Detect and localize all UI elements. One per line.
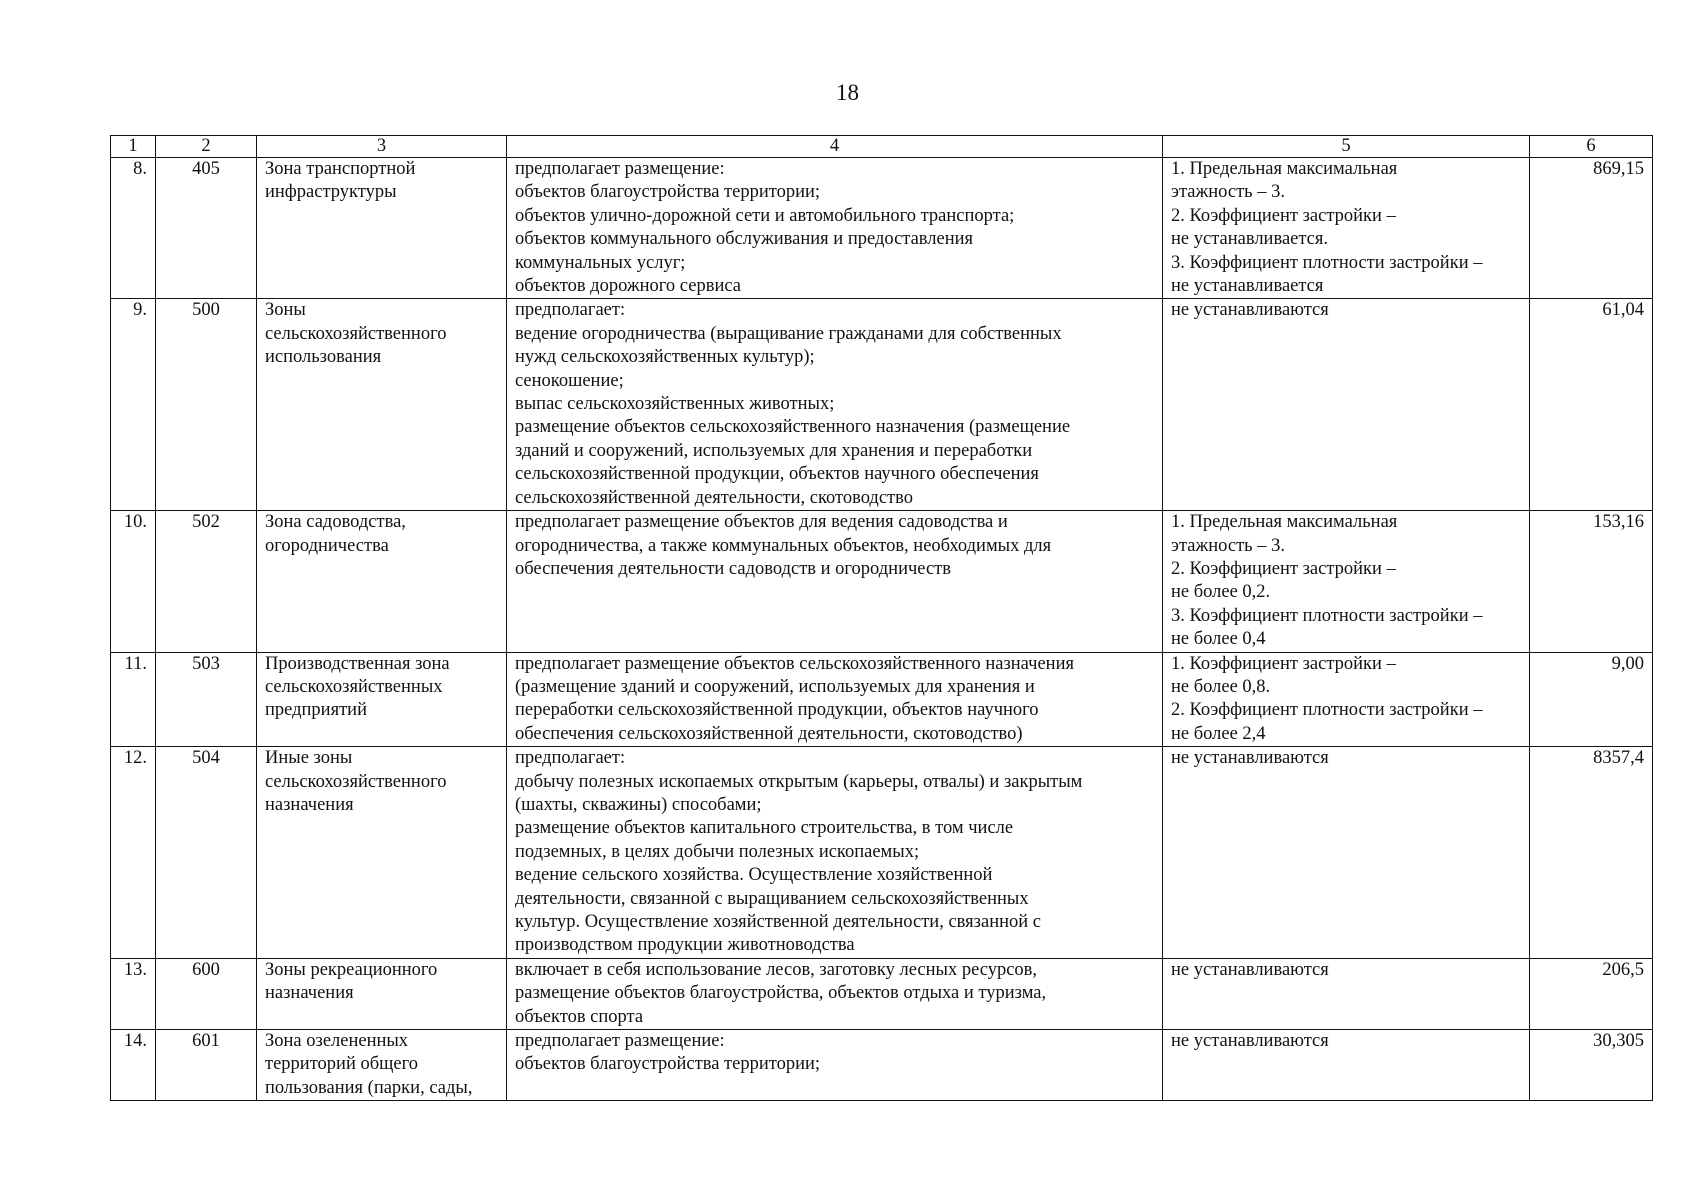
zone-name-cell-line: Зона озелененных <box>265 1031 409 1052</box>
zone-parameters-cell-line: 1. Предельная максимальная <box>1171 159 1398 179</box>
zone-name-cell-line: сельскохозяйственного <box>265 771 447 792</box>
zone-name-cell-line: сельскохозяйственных <box>265 676 443 697</box>
zone-description-cell-line: размещение объектов сельскохозяйственного назначения (размещение <box>515 417 1071 438</box>
zone-description-cell-line: предполагает размещение: <box>515 159 725 179</box>
table-row <box>111 299 1653 511</box>
zone-name-cell-line: Иные зоны <box>265 748 353 769</box>
zone-description-cell <box>507 652 1163 747</box>
zone-description-cell-line: (размещение зданий и сооружений, используемых для хранения и <box>515 676 1035 697</box>
column-header: 2 <box>156 136 257 158</box>
column-header: 3 <box>257 136 507 158</box>
row-number-cell: 10. <box>111 511 156 652</box>
zone-description-cell <box>507 299 1163 511</box>
table-row <box>111 958 1653 1029</box>
zone-code-cell: 503 <box>156 652 257 747</box>
zone-area-cell: 206,5 <box>1530 958 1653 1029</box>
zone-description-cell-line: сенокошение; <box>515 370 624 391</box>
zone-name-cell <box>257 299 507 511</box>
zone-name-cell-line: сельскохозяйственного <box>265 323 447 344</box>
zone-description-cell-line: ведение огородничества (выращивание гражданами для собственных <box>515 323 1062 344</box>
zone-parameters-cell <box>1163 958 1530 1029</box>
zone-description-cell <box>507 747 1163 959</box>
zone-parameters-cell-line: не более 0,8. <box>1171 676 1271 697</box>
zone-description-cell-line: (шахты, скважины) способами; <box>515 794 762 815</box>
zone-name-cell <box>257 747 507 959</box>
zone-parameters-cell-line: 3. Коэффициент плотности застройки – <box>1171 252 1483 273</box>
zone-description-cell-line: обеспечения сельскохозяйственной деятельности, скотоводство) <box>515 723 1023 744</box>
zone-parameters-cell-line: 3. Коэффициент плотности застройки – <box>1171 605 1483 626</box>
zone-parameters-cell <box>1163 511 1530 652</box>
zone-name-cell <box>257 958 507 1029</box>
zone-description-cell-line: включает в себя использование лесов, заготовку лесных ресурсов, <box>515 959 1038 980</box>
zone-description-cell <box>507 158 1163 299</box>
zone-description-cell-line: объектов благоустройства территории; <box>515 1054 821 1075</box>
page-number: 18 <box>836 80 859 105</box>
zone-description-cell <box>507 511 1163 652</box>
zone-parameters-cell-line: 2. Коэффициент застройки – <box>1171 558 1396 579</box>
zone-parameters-cell-line: этажность – 3. <box>1171 182 1285 203</box>
zone-description-cell-line: добычу полезных ископаемых открытым (карьеры, отвалы) и закрытым <box>515 771 1083 792</box>
table-row <box>111 158 1653 299</box>
zone-description-cell-line: размещение объектов благоустройства, объектов отдыха и туризма, <box>515 983 1047 1004</box>
zone-parameters-cell-line: не устанавливаются <box>1171 959 1329 980</box>
zone-name-cell <box>257 158 507 299</box>
zone-parameters-cell-line: этажность – 3. <box>1171 535 1285 556</box>
zone-area-cell: 153,16 <box>1530 511 1653 652</box>
row-number-cell: 13. <box>111 958 156 1029</box>
zone-description-cell-line: объектов дорожного сервиса <box>515 276 741 297</box>
table-row <box>111 511 1653 652</box>
table-row <box>111 747 1653 959</box>
zone-description-cell-line: ведение сельского хозяйства. Осуществление хозяйственной <box>515 865 993 886</box>
zone-name-cell-line: инфраструктуры <box>265 182 397 203</box>
column-header: 4 <box>507 136 1163 158</box>
zone-description-cell-line: предполагает: <box>515 748 626 769</box>
zone-description-cell-line: объектов коммунального обслуживания и предоставления <box>515 229 974 250</box>
zone-parameters-cell-line: 2. Коэффициент застройки – <box>1171 205 1396 226</box>
zone-area-cell: 869,15 <box>1530 158 1653 299</box>
zone-code-cell: 405 <box>156 158 257 299</box>
zone-parameters-cell-line: не более 2,4 <box>1171 723 1266 744</box>
zone-description-cell-line: подземных, в целях добычи полезных ископаемых; <box>515 841 920 862</box>
zone-description-cell-line: объектов благоустройства территории; <box>515 182 821 203</box>
zone-description-cell-line: коммунальных услуг; <box>515 252 686 273</box>
zone-name-cell <box>257 652 507 747</box>
zone-description-cell <box>507 1030 1163 1101</box>
zone-parameters-cell-line: не устанавливаются <box>1171 300 1329 321</box>
zone-parameters-cell-line: 1. Предельная максимальная <box>1171 512 1398 533</box>
zone-area-cell: 8357,4 <box>1530 747 1653 959</box>
zone-parameters-cell-line: 1. Коэффициент застройки – <box>1171 653 1396 674</box>
zone-name-cell-line: пользования (парки, сады, <box>265 1077 473 1098</box>
zone-parameters-cell <box>1163 652 1530 747</box>
zone-name-cell-line: Зона садоводства, <box>265 512 406 533</box>
column-header: 6 <box>1530 136 1653 158</box>
zone-description-cell-line: производством продукции животноводства <box>515 935 855 956</box>
zone-description-cell-line: выпас сельскохозяйственных животных; <box>515 394 835 415</box>
zone-parameters-cell-line: не более 0,4 <box>1171 629 1266 650</box>
zone-name-cell-line: назначения <box>265 983 354 1004</box>
zone-description-cell-line: предполагает размещение объектов сельскохозяйственного назначения <box>515 653 1074 674</box>
zones-table <box>110 135 1653 1101</box>
table-row <box>111 1030 1653 1101</box>
zone-description-cell-line: размещение объектов капитального строительства, в том числе <box>515 818 1014 839</box>
zone-parameters-cell-line: не устанавливаются <box>1171 1031 1329 1052</box>
zone-description-cell-line: предполагает размещение объектов для ведения садоводства и <box>515 512 1008 533</box>
zone-name-cell <box>257 1030 507 1101</box>
row-number-cell: 11. <box>111 652 156 747</box>
zone-name-cell-line: Зоны рекреационного <box>265 959 438 980</box>
zone-code-cell: 504 <box>156 747 257 959</box>
row-number-cell: 9. <box>111 299 156 511</box>
zone-parameters-cell-line: не устанавливается. <box>1171 229 1329 250</box>
column-header: 5 <box>1163 136 1530 158</box>
zone-name-cell <box>257 511 507 652</box>
table-header-row <box>111 136 1653 158</box>
zone-name-cell-line: Зона транспортной <box>265 159 416 179</box>
zone-parameters-cell-line: не устанавливаются <box>1171 748 1329 769</box>
zone-parameters-cell <box>1163 299 1530 511</box>
zone-description-cell-line: зданий и сооружений, используемых для хранения и переработки <box>515 440 1033 461</box>
zone-description-cell-line: нужд сельскохозяйственных культур); <box>515 347 815 368</box>
zone-code-cell: 600 <box>156 958 257 1029</box>
zone-name-cell-line: огородничества <box>265 535 389 556</box>
zone-description-cell-line: переработки сельскохозяйственной продукции, объектов научного <box>515 700 1039 721</box>
zone-description-cell-line: культур. Осуществление хозяйственной деятельности, связанной с <box>515 912 1041 932</box>
zone-area-cell: 30,305 <box>1530 1030 1653 1101</box>
zone-description-cell-line: сельскохозяйственной деятельности, скотоводство <box>515 487 913 508</box>
row-number-cell: 14. <box>111 1030 156 1101</box>
row-number-cell: 8. <box>111 158 156 299</box>
zone-area-cell: 61,04 <box>1530 299 1653 511</box>
column-header: 1 <box>111 136 156 158</box>
zone-description-cell-line: огородничества, а также коммунальных объектов, необходимых для <box>515 535 1052 556</box>
zone-description-cell <box>507 958 1163 1029</box>
row-number-cell: 12. <box>111 747 156 959</box>
zone-name-cell-line: территорий общего <box>265 1054 418 1075</box>
zone-name-cell-line: назначения <box>265 794 354 815</box>
zone-parameters-cell-line: не устанавливается <box>1171 276 1324 297</box>
zone-name-cell-line: предприятий <box>265 700 367 721</box>
zone-description-cell-line: объектов улично-дорожной сети и автомобильного транспорта; <box>515 205 1015 226</box>
zone-name-cell-line: использования <box>265 347 382 368</box>
zone-description-cell-line: объектов спорта <box>515 1006 644 1027</box>
zone-area-cell: 9,00 <box>1530 652 1653 747</box>
zone-parameters-cell-line: 2. Коэффициент плотности застройки – <box>1171 700 1483 721</box>
table-row <box>111 652 1653 747</box>
table-body <box>111 158 1653 1101</box>
zone-description-cell-line: предполагает: <box>515 300 626 321</box>
zone-parameters-cell <box>1163 1030 1530 1101</box>
zone-name-cell-line: Зоны <box>265 300 306 321</box>
zone-description-cell-line: сельскохозяйственной продукции, объектов научного обеспечения <box>515 464 1039 485</box>
zone-description-cell-line: деятельности, связанной с выращиванием сельскохозяйственных <box>515 888 1029 909</box>
zone-code-cell: 500 <box>156 299 257 511</box>
zone-description-cell-line: обеспечения деятельности садоводств и огородничеств <box>515 558 951 579</box>
zone-parameters-cell <box>1163 747 1530 959</box>
zone-code-cell: 601 <box>156 1030 257 1101</box>
zone-parameters-cell <box>1163 158 1530 299</box>
zone-description-cell-line: предполагает размещение: <box>515 1031 725 1052</box>
zone-parameters-cell-line: не более 0,2. <box>1171 582 1271 603</box>
zone-code-cell: 502 <box>156 511 257 652</box>
zone-name-cell-line: Производственная зона <box>265 653 450 674</box>
